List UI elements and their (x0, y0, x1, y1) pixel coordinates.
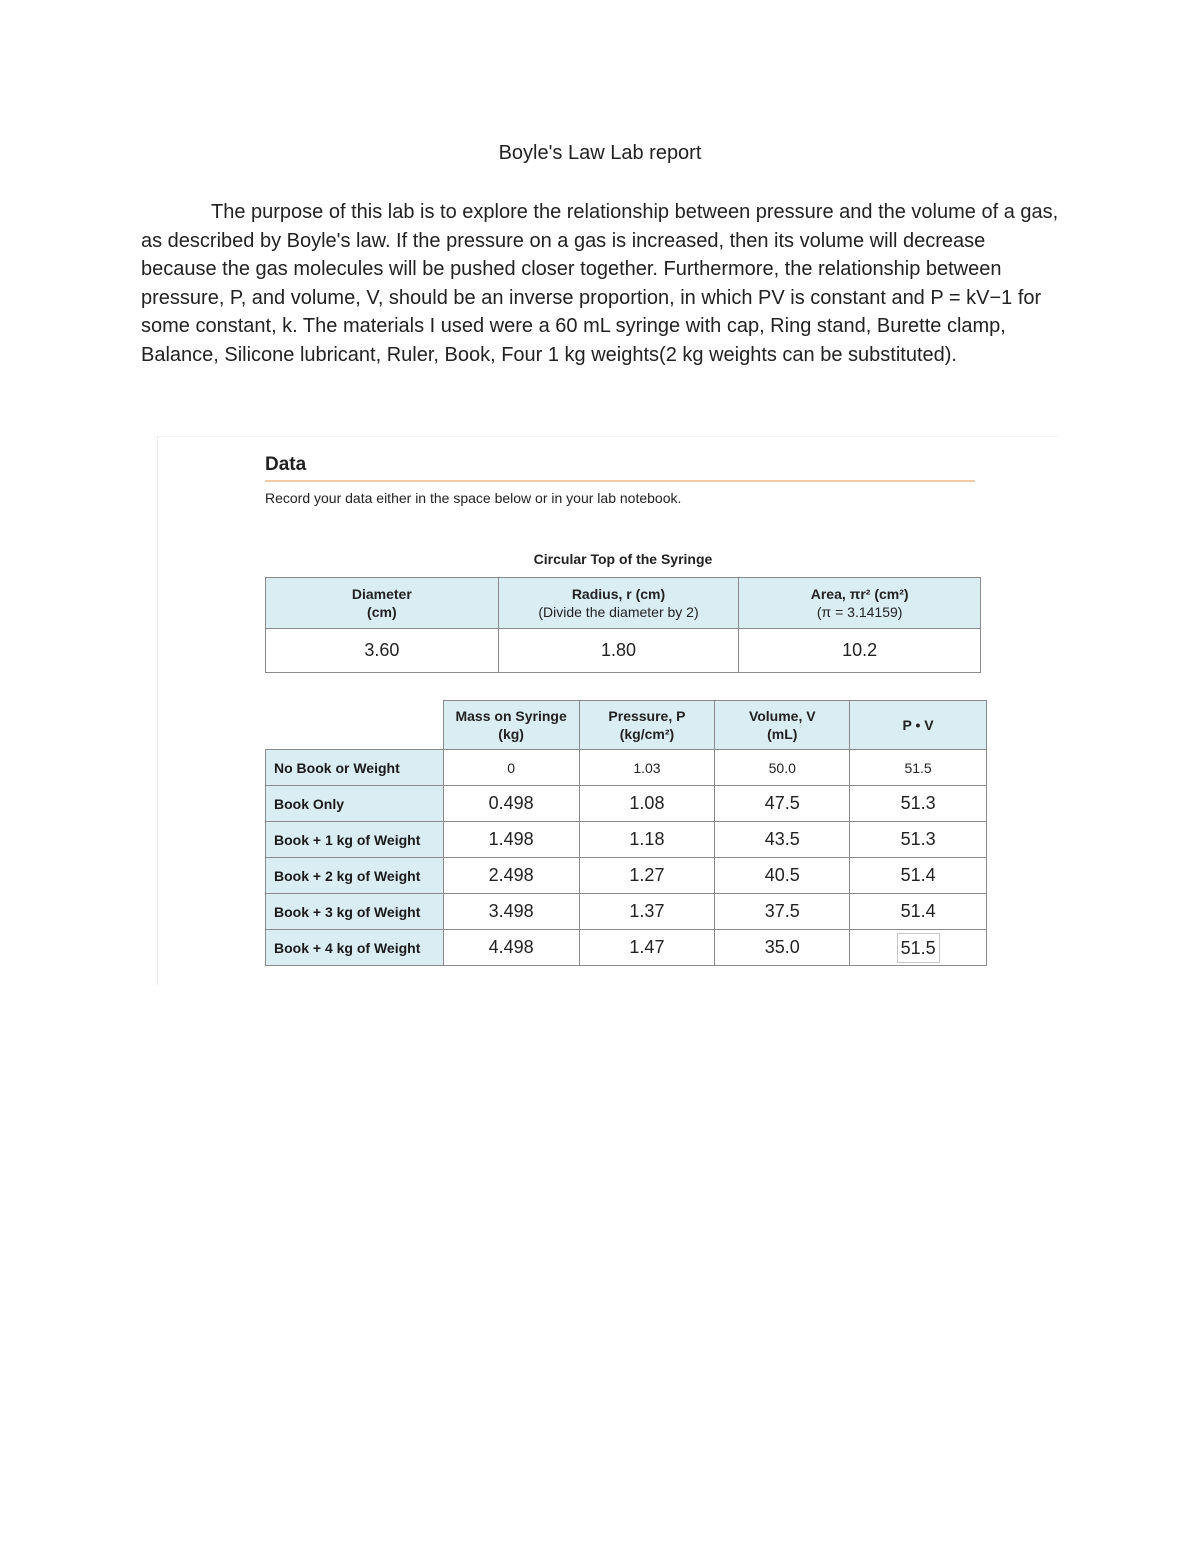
radius-header-label: Radius, r (cm) (571, 586, 666, 602)
pressure-cell: 1.27 (579, 858, 715, 894)
volume-cell: 50.0 (715, 750, 850, 786)
pv-cell (850, 930, 987, 966)
area-header-label: Area, πr² (cm²) (810, 586, 909, 602)
syringe-table-caption: Circular Top of the Syringe (533, 551, 713, 567)
table-row (266, 894, 987, 930)
mass-header-unit: (kg) (498, 726, 524, 742)
heading-divider (265, 480, 975, 482)
pressure-cell: 1.47 (579, 930, 715, 966)
diameter-header-unit: (cm) (367, 604, 397, 620)
volume-cell: 40.5 (715, 858, 850, 894)
pressure-header-label: Pressure, P (608, 708, 686, 724)
pv-cell: 51.3 (850, 786, 987, 822)
syringe-table (265, 577, 981, 673)
pressure-cell: 1.08 (579, 786, 715, 822)
radius-value: 1.80 (498, 629, 739, 673)
intro-paragraph: The purpose of this lab is to explore the relationship between pressure and the volume of a gas, as described by Boyle's law. If the pressure on a gas is increased, then its volume will decrease because the gas molecules will be pushed closer together. Furthermore, the relationship between pressure, P, and volume, V, should be an inverse proportion, in which PV is constant and P = kV−1 for some constant, k. The materials I used were a 60 mL syringe with cap, Ring stand, Burette clamp, Balance, Silicone lubricant, Ruler, Book, Four 1 kg weights(2 kg weights can be substituted). (141, 201, 1059, 366)
mass-cell: 0 (443, 750, 579, 786)
pressure-cell: 1.18 (579, 822, 715, 858)
pv-cell: 51.5 (850, 750, 987, 786)
pressure-header (579, 701, 715, 750)
row-label: Book + 4 kg of Weight (266, 930, 444, 966)
row-label: Book + 2 kg of Weight (266, 858, 444, 894)
pv-header (850, 701, 987, 750)
radius-header (498, 578, 739, 629)
mass-header-label: Mass on Syringe (455, 708, 567, 724)
pressure-cell: 1.03 (579, 750, 715, 786)
row-label: Book + 3 kg of Weight (266, 894, 444, 930)
volume-cell: 47.5 (715, 786, 850, 822)
table-row (266, 750, 987, 786)
corner-cell (266, 701, 444, 750)
area-value: 10.2 (739, 629, 981, 673)
pressure-cell: 1.37 (579, 894, 715, 930)
pv-cell-boxed-value: 51.5 (897, 933, 940, 963)
mass-cell: 4.498 (443, 930, 579, 966)
volume-header-unit: (mL) (767, 726, 798, 742)
report-title: Boyle's Law Lab report (498, 142, 702, 164)
pv-cell: 51.4 (850, 894, 987, 930)
table-row (266, 930, 987, 966)
mass-cell: 0.498 (443, 786, 579, 822)
row-label: Book + 1 kg of Weight (266, 822, 444, 858)
area-header (739, 578, 981, 629)
radius-header-note: (Divide the diameter by 2) (538, 604, 699, 620)
volume-header-label: Volume, V (748, 708, 816, 724)
data-instruction: Record your data either in the space below or in your lab notebook. (265, 490, 682, 506)
mass-cell: 3.498 (443, 894, 579, 930)
volume-cell: 35.0 (715, 930, 850, 966)
table-row (266, 786, 987, 822)
mass-cell: 1.498 (443, 822, 579, 858)
measurement-table (265, 700, 987, 966)
table-row (266, 822, 987, 858)
diameter-value: 3.60 (266, 629, 499, 673)
volume-cell: 43.5 (715, 822, 850, 858)
diameter-header (266, 578, 499, 629)
row-label: Book Only (266, 786, 444, 822)
mass-header (443, 701, 579, 750)
diameter-header-label: Diameter (351, 586, 412, 602)
volume-cell: 37.5 (715, 894, 850, 930)
mass-cell: 2.498 (443, 858, 579, 894)
pv-cell: 51.3 (850, 822, 987, 858)
table-row (266, 858, 987, 894)
pv-cell: 51.4 (850, 858, 987, 894)
pressure-header-unit: (kg/cm²) (619, 726, 675, 742)
area-header-note: (π = 3.14159) (816, 604, 903, 620)
row-label: No Book or Weight (266, 750, 444, 786)
data-heading: Data (265, 454, 307, 475)
volume-header (715, 701, 850, 750)
pv-header-label: P • V (902, 717, 934, 733)
